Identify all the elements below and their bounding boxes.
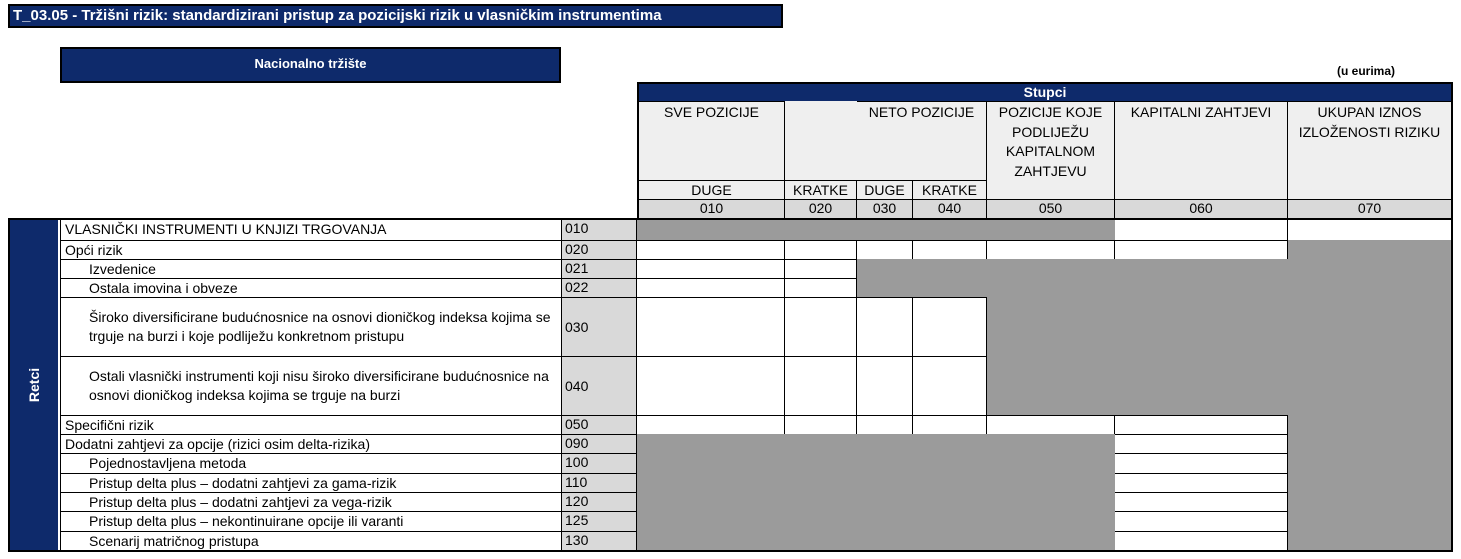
row-code: 021 [561, 259, 637, 278]
col-code: 050 [987, 199, 1115, 218]
row-label: Specifični rizik [60, 415, 561, 434]
input-cell[interactable] [1115, 220, 1288, 240]
row-label: VLASNIČKI INSTRUMENTI U KNJIZI TRGOVANJA [60, 220, 561, 240]
input-cell[interactable] [785, 415, 857, 434]
row-label: Pristup delta plus – dodatni zahtjevi za vega-rizik [60, 492, 561, 511]
col-header-kapitalni-zahtjevi: KAPITALNI ZAHTJEVI [1115, 101, 1288, 199]
input-cell[interactable] [637, 259, 785, 278]
input-cell[interactable] [637, 240, 785, 259]
row-code: 120 [561, 492, 637, 511]
row-label [60, 356, 561, 415]
input-cell[interactable] [1115, 434, 1288, 453]
row-label: Scenarij matričnog pristupa [60, 531, 561, 550]
input-cell[interactable] [913, 356, 987, 415]
col-code: 010 [639, 199, 785, 218]
input-cell[interactable] [785, 240, 857, 259]
col-header-sve-pozicije: SVE POZICIJE [639, 101, 785, 180]
row-code: 130 [561, 531, 637, 550]
row-code [561, 356, 637, 415]
row-code-text: 030 [565, 318, 589, 335]
col-code: 060 [1115, 199, 1288, 218]
row-code: 050 [561, 415, 637, 434]
input-cell[interactable] [987, 240, 1115, 259]
row-code-text: 040 [565, 377, 589, 394]
row-code: 125 [561, 511, 637, 531]
col-subheader-duge: DUGE [857, 180, 913, 199]
row-code: 020 [561, 240, 637, 259]
input-cell[interactable] [1115, 453, 1288, 473]
col-code: 030 [857, 199, 913, 218]
col-header-ukupan-iznos: UKUPAN IZNOS IZLOŽENOSTI RIZIKU [1288, 101, 1451, 199]
col-code: 040 [913, 199, 987, 218]
input-cell[interactable] [987, 415, 1115, 434]
row-code: 010 [561, 220, 637, 240]
col-code: 070 [1288, 199, 1451, 218]
shaded-cell [987, 297, 1451, 415]
input-cell[interactable] [857, 415, 913, 434]
row-label: Pojednostavljena metoda [60, 453, 561, 473]
row-label-text: Široko diversificirane budućnosnice na osnovi dioničkog indeksa kojima se trguje na burzi i koje podliježu konkretnom pristupu [89, 308, 551, 344]
row-code: 100 [561, 453, 637, 473]
market-selector[interactable]: Nacionalno tržište [60, 47, 561, 83]
col-code: 020 [785, 199, 857, 218]
columns-group-header: Stupci [639, 84, 1451, 101]
input-cell[interactable] [913, 240, 987, 259]
row-label [60, 297, 561, 356]
input-cell[interactable] [785, 297, 857, 356]
input-cell[interactable] [637, 356, 785, 415]
row-label-text: Ostali vlasnički instrumenti koji nisu široko diversificirane budućnosnice na osnovi dioničkog indeksa kojima se trguje na burzi [89, 367, 549, 403]
input-cell[interactable] [1115, 531, 1288, 550]
rows-group-header [10, 220, 58, 550]
row-code: 022 [561, 278, 637, 297]
input-cell[interactable] [857, 356, 913, 415]
col-header-neto-pozicije: NETO POZICIJE [857, 101, 987, 180]
row-label: Pristup delta plus – dodatni zahtjevi za gama-rizik [60, 473, 561, 492]
col-subheader-kratke: KRATKE [913, 180, 987, 199]
col-subheader-kratke: KRATKE [785, 180, 857, 199]
input-cell[interactable] [1115, 492, 1288, 511]
input-cell[interactable] [1115, 240, 1288, 259]
shaded-cell [637, 220, 1115, 240]
row-label: Pristup delta plus – nekontinuirane opcije ili varanti [60, 511, 561, 531]
col-subheader-duge: DUGE [639, 180, 785, 199]
units-label: (u eurima) [1337, 64, 1396, 78]
input-cell[interactable] [1115, 415, 1288, 434]
col-header-pozicije-kapital: POZICIJE KOJE PODLIJEŽU KAPITALNOM ZAHTJEVU [987, 101, 1115, 199]
rows-group-label: Retci [26, 367, 42, 403]
shaded-cell [1288, 415, 1451, 550]
row-code: 110 [561, 473, 637, 492]
row-code [561, 297, 637, 356]
row-label: Izvedenice [60, 259, 561, 278]
input-cell[interactable] [857, 297, 913, 356]
row-label: Opći rizik [60, 240, 561, 259]
input-cell[interactable] [785, 259, 857, 278]
input-cell[interactable] [637, 415, 785, 434]
input-cell[interactable] [637, 297, 785, 356]
input-cell[interactable] [1288, 220, 1451, 240]
report-title: T_03.05 - Tržišni rizik: standardizirani pristup za pozicijski rizik u vlasničkim instrumentima [8, 4, 783, 28]
input-cell[interactable] [1115, 473, 1288, 492]
input-cell[interactable] [857, 240, 913, 259]
row-label: Ostala imovina i obveze [60, 278, 561, 297]
row-label: Dodatni zahtjevi za opcije (rizici osim delta-rizika) [60, 434, 561, 453]
input-cell[interactable] [785, 356, 857, 415]
input-cell[interactable] [785, 278, 857, 297]
input-cell[interactable] [913, 297, 987, 356]
shaded-cell [637, 434, 1115, 550]
input-cell[interactable] [637, 278, 785, 297]
input-cell[interactable] [1115, 511, 1288, 531]
row-code: 090 [561, 434, 637, 453]
shaded-cell [1288, 240, 1451, 297]
input-cell[interactable] [913, 415, 987, 434]
